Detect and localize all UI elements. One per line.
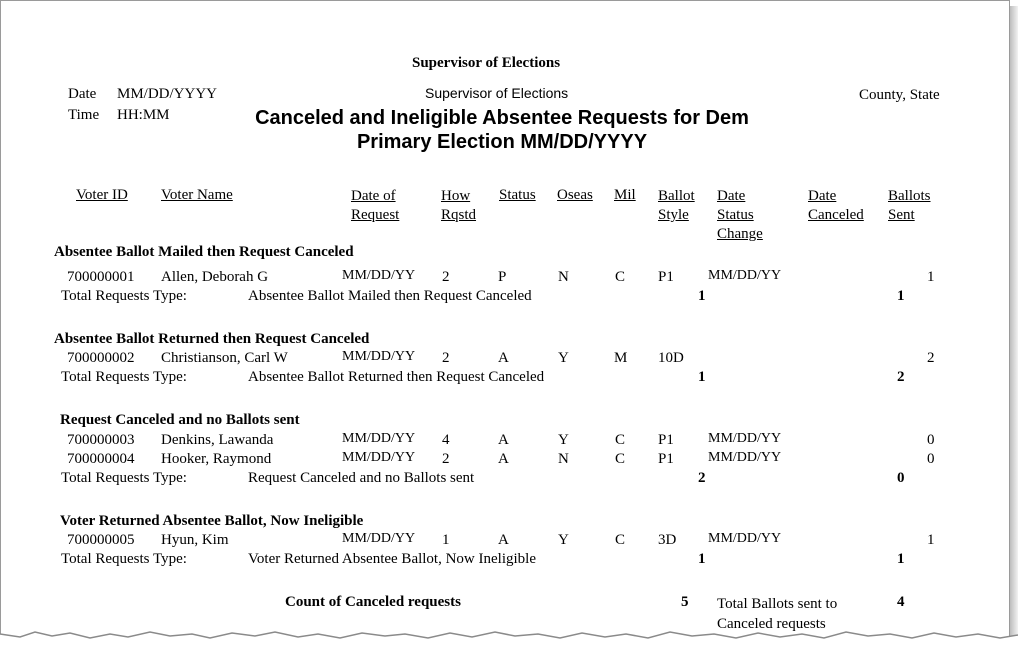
section-title: Absentee Ballot Returned then Request Canceled <box>54 331 370 347</box>
cell-voter-id: 700000005 <box>67 532 135 548</box>
report-title-line-2: Primary Election MM/DD/YYYY <box>356 131 648 153</box>
cell-voter-name: Hyun, Kim <box>161 532 229 548</box>
cell-voter-name: Denkins, Lawanda <box>161 432 274 448</box>
cell-date-status-change: MM/DD/YY <box>708 431 782 446</box>
total-type: Request Canceled and no Ballots sent <box>248 470 475 486</box>
time-label: Time <box>68 107 100 123</box>
cell-date-of-request: MM/DD/YY <box>342 431 416 446</box>
cell-date-status-change: MM/DD/YY <box>708 268 782 283</box>
report-title <box>237 106 767 154</box>
cell-ballots-sent: 0 <box>927 451 935 467</box>
cell-mil: C <box>615 269 626 285</box>
total-label: Total Requests Type: <box>61 369 187 385</box>
cell-date-of-request: MM/DD/YY <box>342 349 416 364</box>
cell-mil: M <box>614 350 628 366</box>
cell-ballots-sent: 1 <box>927 532 935 548</box>
cell-oseas: Y <box>558 350 569 366</box>
count-canceled-value: 5 <box>681 594 689 610</box>
cell-ballots-sent: 0 <box>927 432 935 448</box>
total-sent: 0 <box>897 470 905 486</box>
total-sent: 2 <box>897 369 905 385</box>
cell-how: 4 <box>442 432 450 448</box>
cell-voter-name: Christianson, Carl W <box>161 350 288 366</box>
org-title-bold: Supervisor of Elections <box>412 55 561 71</box>
total-count: 2 <box>698 470 706 486</box>
cell-oseas: N <box>558 451 569 467</box>
col-how-requested: How Rqstd <box>441 188 477 223</box>
cell-how: 2 <box>442 350 450 366</box>
cell-ballots-sent: 2 <box>927 350 935 366</box>
total-count: 1 <box>698 369 706 385</box>
col-oseas: Oseas <box>557 187 593 203</box>
cell-status: A <box>498 350 509 366</box>
col-voter-name: Voter Name <box>161 187 233 203</box>
total-type: Absentee Ballot Returned then Request Canceled <box>248 369 545 385</box>
total-sent: 1 <box>897 288 905 304</box>
cell-date-of-request: MM/DD/YY <box>342 450 416 465</box>
total-label: Total Requests Type: <box>61 551 187 567</box>
county-state: County, State <box>859 87 940 103</box>
cell-oseas: Y <box>558 432 569 448</box>
section-title: Absentee Ballot Mailed then Request Canceled <box>54 244 354 260</box>
cell-date-of-request: MM/DD/YY <box>342 531 416 546</box>
cell-ballot-style: P1 <box>658 269 674 285</box>
date-label: Date <box>68 86 97 102</box>
total-count: 1 <box>698 551 706 567</box>
cell-ballot-style: 10D <box>658 350 684 366</box>
cell-oseas: Y <box>558 532 569 548</box>
cell-ballot-style: P1 <box>658 432 674 448</box>
cell-how: 2 <box>442 451 450 467</box>
cell-status: A <box>498 532 509 548</box>
count-canceled-label: Count of Canceled requests <box>285 594 461 610</box>
col-ballots-sent: Ballots Sent <box>888 188 931 223</box>
cell-date-status-change: MM/DD/YY <box>708 531 782 546</box>
cell-status: A <box>498 451 509 467</box>
col-ballot-style: Ballot Style <box>658 188 695 223</box>
cell-mil: C <box>615 432 626 448</box>
cell-ballot-style: P1 <box>658 451 674 467</box>
cell-ballot-style: 3D <box>658 532 677 548</box>
total-label: Total Requests Type: <box>61 288 187 304</box>
cell-voter-id: 700000002 <box>67 350 135 366</box>
cell-how: 2 <box>442 269 450 285</box>
cell-voter-id: 700000003 <box>67 432 135 448</box>
total-count: 1 <box>698 288 706 304</box>
section-title: Request Canceled and no Ballots sent <box>60 412 300 428</box>
page-shadow <box>1010 6 1018 640</box>
cell-ballots-sent: 1 <box>927 269 935 285</box>
cell-oseas: N <box>558 269 569 285</box>
cell-voter-name: Hooker, Raymond <box>161 451 272 467</box>
cell-mil: C <box>615 451 626 467</box>
total-ballots-sent-value: 4 <box>897 594 905 610</box>
report-title-line-1: Canceled and Ineligible Absentee Requests for Dem <box>255 107 749 129</box>
cell-date-status-change: MM/DD/YY <box>708 450 782 465</box>
date-value: MM/DD/YYYY <box>117 86 218 102</box>
org-title: Supervisor of Elections <box>425 85 569 101</box>
torn-edge <box>0 626 1018 647</box>
cell-date-of-request: MM/DD/YY <box>342 268 416 283</box>
time-value: HH:MM <box>117 107 170 123</box>
col-voter-id: Voter ID <box>76 187 128 203</box>
col-date-of-request: Date of Request <box>351 188 400 223</box>
cell-status: P <box>498 269 507 285</box>
cell-status: A <box>498 432 509 448</box>
total-sent: 1 <box>897 551 905 567</box>
cell-mil: C <box>615 532 626 548</box>
cell-voter-name: Allen, Deborah G <box>161 269 269 285</box>
total-type: Absentee Ballot Mailed then Request Canceled <box>248 288 532 304</box>
cell-how: 1 <box>442 532 450 548</box>
total-type: Voter Returned Absentee Ballot, Now Ineligible <box>248 551 536 567</box>
col-date-canceled: Date Canceled <box>808 188 864 223</box>
col-mil: Mil <box>614 187 636 203</box>
cell-voter-id: 700000001 <box>67 269 135 285</box>
section-title: Voter Returned Absentee Ballot, Now Ineligible <box>60 513 364 529</box>
total-label: Total Requests Type: <box>61 470 187 486</box>
col-date-status-change: Date Status Change <box>717 188 763 242</box>
col-status: Status <box>499 187 536 203</box>
total-ballots-sent-label: Total Ballots sent to Canceled requests <box>717 596 838 632</box>
cell-voter-id: 700000004 <box>67 451 135 467</box>
